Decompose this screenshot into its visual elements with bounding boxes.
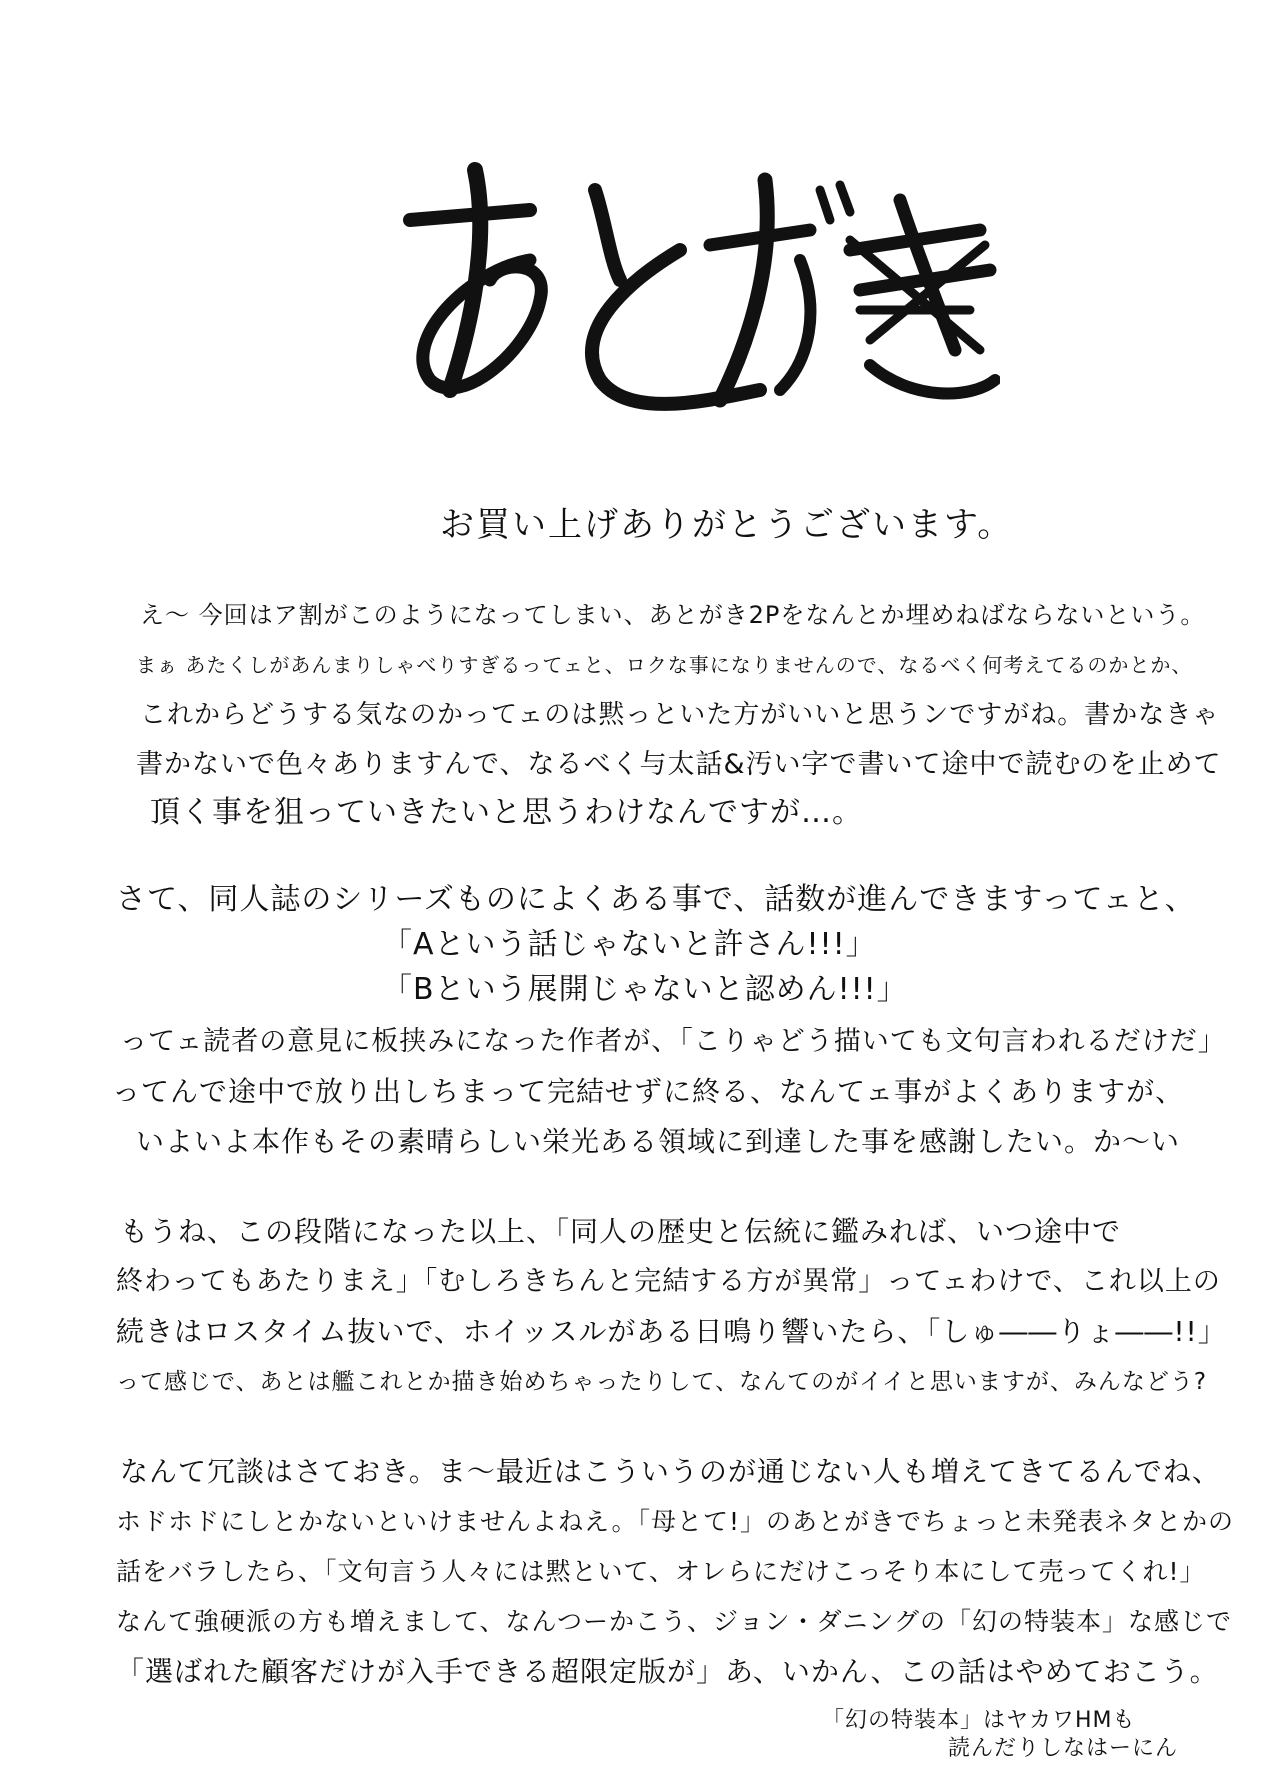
paragraph-1-line-5: 頂く事を狙っていきたいと思うわけなんですが…。 xyxy=(150,795,863,830)
paragraph-1-line-1: え〜 今回はア割がこのようになってしまい、あとがき2Pをなんとか埋めねばならないという。 xyxy=(140,601,1206,629)
paragraph-4-line-2: ホドホドにしとかないといけませんよねえ。「母とて!」のあとがきでちょっと未発表ネタとかの xyxy=(116,1507,1235,1536)
paragraph-2-line-6: いよいよ本作もその素晴らしい栄光ある領域に到達した事を感謝したい。か〜い xyxy=(136,1125,1181,1158)
title-calligraphy xyxy=(380,150,1000,430)
paragraph-1-line-3: これからどうする気なのかってェのは黙っといた方がいいと思うンですがね。書かなきゃ xyxy=(140,700,1220,730)
paragraph-4-line-3: 話をバラしたら、「文句言う人々には黙といて、オレらにだけこっそり本にして売ってくれ!」 xyxy=(116,1557,1206,1586)
paragraph-1-line-2: まぁ あたくしがあんまりしゃべりすぎるってェと、ロクな事になりませんので、なるべく何考えてるのかとか、 xyxy=(136,653,1193,677)
paragraph-2-quote-b: 「Bという展開じゃないと認めん!!!」 xyxy=(382,972,908,1007)
greeting: お買い上げありがとうございます。 xyxy=(440,505,1014,545)
footnote-line-1: 「幻の特装本」はヤカワHMも xyxy=(822,1708,1136,1733)
paragraph-3-line-3: 続きはロスタイム抜いで、ホイッスルがある日鳴り響いたら、「しゅ――りょ――!!」 xyxy=(116,1315,1227,1348)
paragraph-3-line-2: 終わってもあたりまえ」「むしろきちんと完結する方が異常」ってェわけで、これ以上の xyxy=(116,1266,1221,1297)
paragraph-4-line-1: なんて冗談はさておき。ま〜最近はこういうのが通じない人も増えてきてるんでね、 xyxy=(120,1455,1221,1488)
paragraph-3-line-4: って感じで、あとは艦これとか描き始めちゃったりして、なんてのがイイと思いますが、みんなどう? xyxy=(116,1369,1208,1395)
paragraph-1-line-4: 書かないで色々ありますんで、なるべく与太話&汚い字で書いて途中で読むのを止めて xyxy=(136,749,1222,780)
paragraph-2-line-4: ってェ読者の意見に板挟みになった作者が、「こりゃどう描いても文句言われるだけだ」 xyxy=(120,1026,1226,1057)
footnote-line-2: 読んだりしなはーにん xyxy=(948,1736,1179,1761)
paragraph-2-line-1: さて、同人誌のシリーズものによくある事で、話数が進んできますってェと、 xyxy=(116,882,1196,917)
paragraph-4-line-4: なんて強硬派の方も増えまして、なんつーかこう、ジョン・ダニングの「幻の特装本」な感じで xyxy=(116,1607,1233,1636)
paragraph-2-line-5: ってんで途中で放り出しちまって完結せずに終る、なんてェ事がよくありますが、 xyxy=(112,1075,1185,1108)
paragraph-2-quote-a: 「Aという話じゃないと許さん!!!」 xyxy=(382,927,877,962)
paragraph-4-line-5: 「選ばれた顧客だけが入手できる超限定版が」あ、いかん、この話はやめておこう。 xyxy=(116,1655,1219,1688)
paragraph-3-line-1: もうね、この段階になった以上、「同人の歴史と伝統に鑑みれば、いつ途中で xyxy=(120,1215,1122,1248)
